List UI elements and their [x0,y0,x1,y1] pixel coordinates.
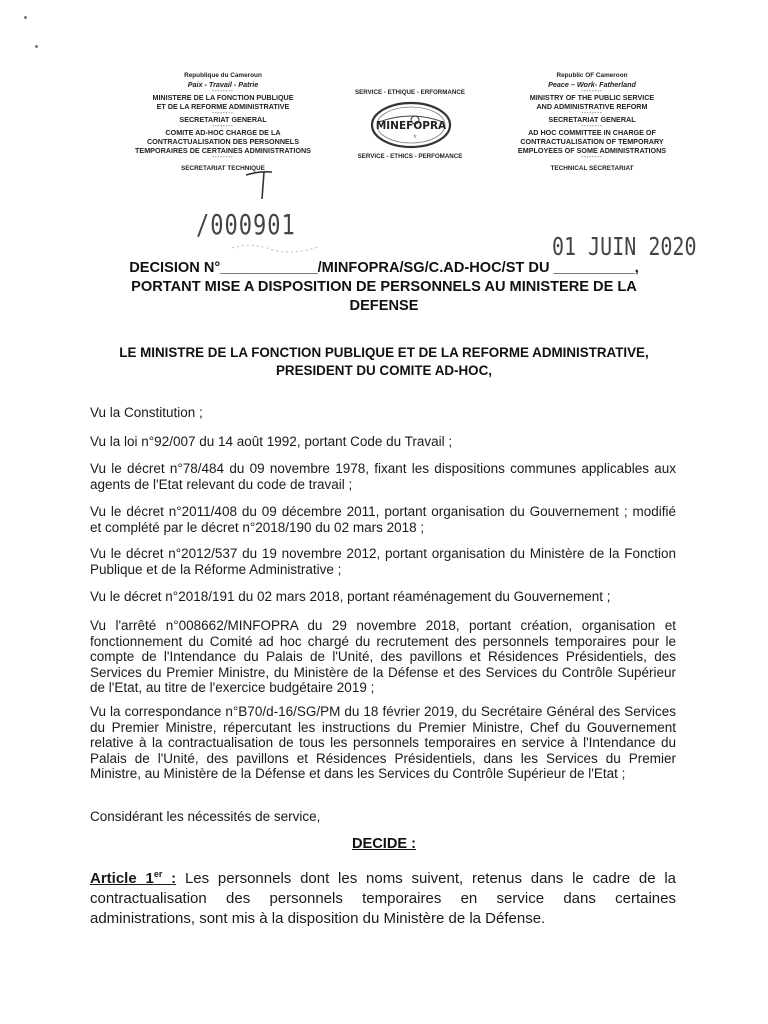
committee-en-line3: EMPLOYEES OF SOME ADMINISTRATIONS [517,146,667,155]
visa-paragraph: Vu la correspondance n°B70/d-16/SG/PM du 18 février 2019, du Secrétaire Général des Services du Premier Ministre, répercutant les instructions du Premier Ministre, Chef du Gouvernement relative à la contractualisation de tous les personnels temporaires en service à l'Intendance du Palais de l'Unité, des pavillons et Résidences Présidentiels, dans les Services du Premier Ministre, au Ministère de la Défense et dans les Services du Contrôle Supérieur de l'Etat ; [90,704,676,781]
national-motto-en: Peace – Work- Fatherland [548,80,636,89]
header-right-column [492,71,692,173]
visa-paragraph: Vu le décret n°2018/191 du 02 mars 2018, portant réaménagement du Gouvernement ; [90,589,611,604]
svg-text:fr: fr [413,134,417,139]
national-motto-fr: Paix - Travail - Patrie [187,80,259,89]
decision-subtitle [60,278,708,316]
visa-paragraph: Vu l'arrêté n°008662/MINFOPRA du 29 novembre 2018, portant création, organisation et fonctionnement du Comité ad hoc chargé du recrutement des personnels temporaires pour le compte de l'Intendance du Palais de l'Unité, des pavillons et Résidences Présidentiels, des Services du Premier Ministre, du Ministère de la Défense et des Services du Contrôle Supérieur de l'Etat, au titre de l'exercice budgétaire 2019 ; [90,618,676,695]
article-1-label: Article 1er : [90,869,177,887]
ministry-name-en-line2: AND ADMINISTRATIVE REFORM [536,102,648,111]
separator: -------- [212,123,234,129]
decision-subtitle-line1: PORTANT MISE A DISPOSITION DE PERSONNELS AU MINISTERE DE LA [131,279,637,295]
technical-secretariat-fr: SECRETARIAT TECHNIQUE [181,165,265,172]
separator: -------- [581,88,603,94]
reference-number-stamp: /000901 [196,210,296,242]
visa-paragraph: Vu le décret n°78/484 du 09 novembre 1978, fixant les dispositions communes applicables aux agents de l'Etat relevant du code de travail ; [90,461,676,492]
svg-text:MINEFOPRA: MINEFOPRA [375,120,447,132]
considerant-paragraph: Considérant les nécessités de service, [90,809,321,824]
committee-en-line2: CONTRACTUALISATION OF TEMPORARY [520,137,664,146]
minister-heading-line2: PRESIDENT DU COMITE AD-HOC, [276,363,492,378]
separator: -------- [581,110,603,116]
decide-heading: DECIDE : [351,836,417,852]
minister-heading [60,344,708,380]
committee-fr-line1: COMITE AD-HOC CHARGE DE LA [165,128,281,137]
ministry-name-fr-line2: ET DE LA REFORME ADMINISTRATIVE [156,102,290,111]
separator: -------- [581,154,603,160]
separator: -------- [212,88,234,94]
separator: -------- [581,123,603,129]
decision-subtitle-line2: DEFENSE [349,298,419,314]
visa-paragraph: Vu la loi n°92/007 du 14 août 1992, portant Code du Travail ; [90,434,453,449]
country-name-fr: Republique du Cameroun [184,72,262,79]
committee-fr-line2: CONTRACTUALISATION DES PERSONNELS [146,137,299,146]
decision-title: DECISION N°____________/MINFOPRA/SG/C.AD-HOC/ST DU __________, [129,260,639,276]
minfopra-logo [369,100,453,150]
separator: -------- [212,110,234,116]
date-stamp: 01 JUIN 2020 [552,231,697,261]
minister-heading-line1: LE MINISTRE DE LA FONCTION PUBLIQUE ET DE LA REFORME ADMINISTRATIVE, [119,345,649,360]
committee-fr-line3: TEMPORAIRES DE CERTAINES ADMINISTRATIONS [135,146,311,155]
secretariat-fr: SECRETARIAT GENERAL [179,115,267,124]
scan-speck [24,16,27,19]
committee-en-line1: AD HOC COMMITTEE IN CHARGE OF [528,128,656,137]
ministry-motto-en: SERVICE - ETHICS - PERFOMANCE [357,153,463,160]
scan-speck [35,45,38,48]
handwritten-mark [242,165,282,201]
ministry-motto-fr: SERVICE - ETHIQUE - ERFORMANCE [355,89,465,96]
visa-paragraph: Vu la Constitution ; [90,405,203,420]
ministry-name-en-line1: MINISTRY OF THE PUBLIC SERVICE [529,93,655,102]
separator: -------- [212,154,234,160]
ministry-name-fr-line1: MINISTERE DE LA FONCTION PUBLIQUE [152,93,294,102]
technical-secretariat-en: TECHNICAL SECRETARIAT [550,165,634,172]
country-name-en: Republic OF Cameroon [556,72,628,79]
secretariat-en: SECRETARIAT GENERAL [548,115,636,124]
header-left-column [128,71,318,173]
visa-paragraph: Vu le décret n°2012/537 du 19 novembre 2012, portant organisation du Ministère de la Fonction Publique et de la Réforme Administrative ; [90,546,676,577]
article-1-text: Les personnels dont les noms suivent, retenus dans le cadre de la contractualisation des personnels temporaires en service dans certaines administrations, sont mis à la disposition du Ministère de la Défense. [90,870,677,927]
article-1 [90,864,676,929]
visa-paragraph: Vu le décret n°2011/408 du 09 décembre 2011, portant organisation du Gouvernement ; modifié et complété par le décret n°2018/190 du 02 mars 2018 ; [90,504,676,535]
scan-smudge [230,240,320,256]
